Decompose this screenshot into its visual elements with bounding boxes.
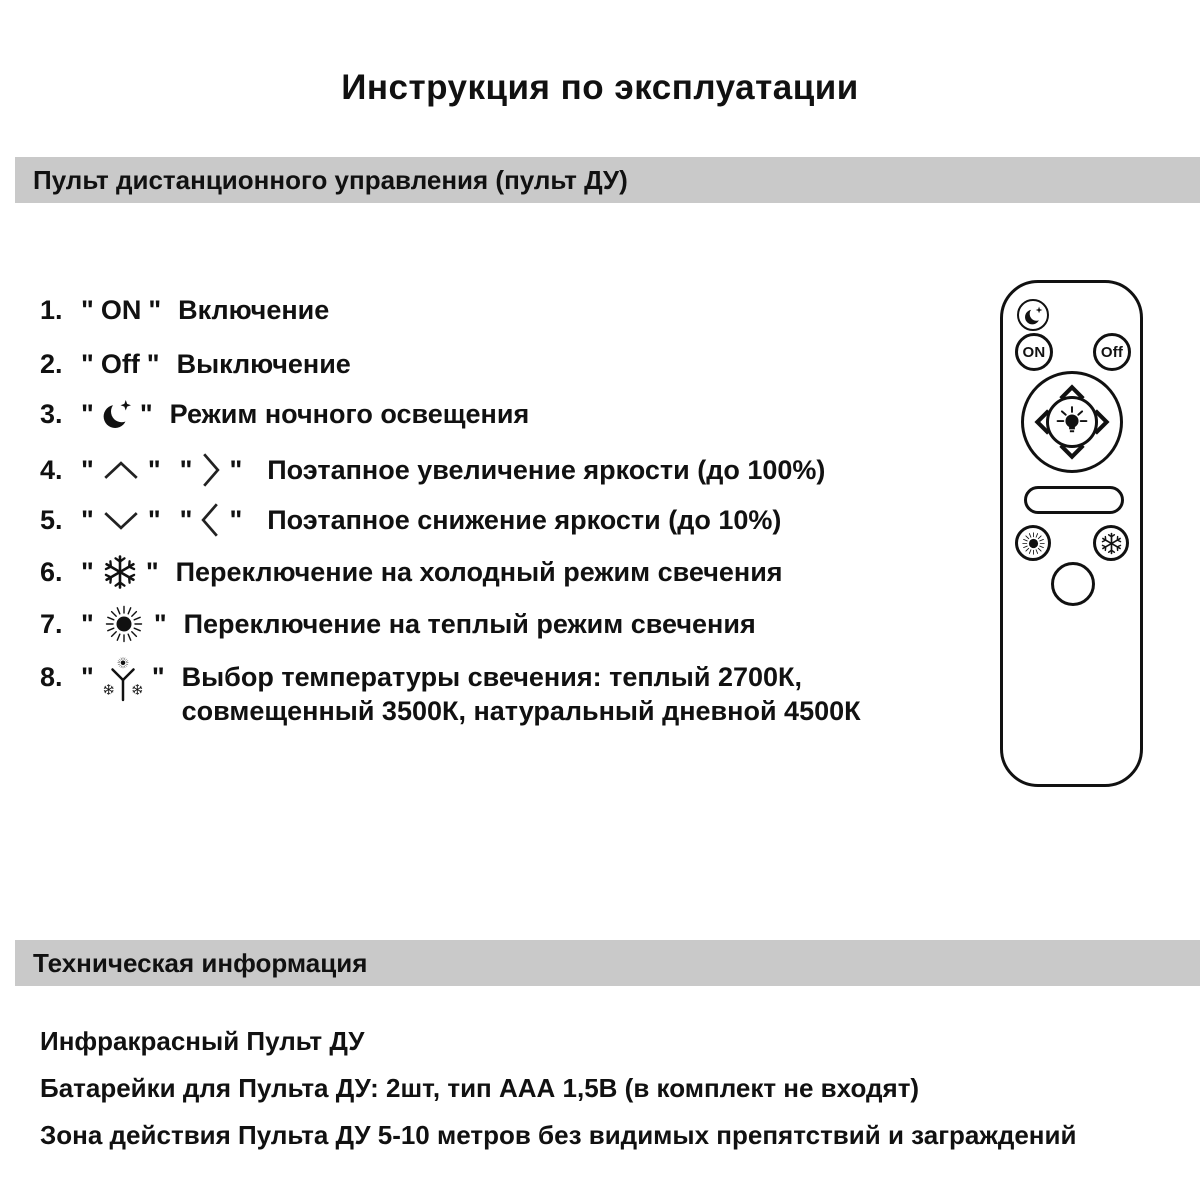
- remote-illustration: [1000, 280, 1143, 787]
- item-desc-block: [182, 660, 861, 728]
- quote-mark: ": [179, 454, 193, 485]
- chevron-right-icon: [200, 451, 221, 489]
- list-item-night-mode: [40, 394, 529, 434]
- section-header-tech: [15, 940, 1200, 986]
- item-desc: Переключение на холодный режим свечения: [175, 556, 783, 587]
- warm-mode-button: [1015, 525, 1051, 561]
- item-desc: Включение: [178, 294, 330, 325]
- item-number: 8.: [40, 662, 63, 692]
- snowflake-icon: [1100, 532, 1123, 555]
- item-number: 1.: [40, 294, 63, 325]
- item-desc: Режим ночного освещения: [169, 398, 530, 429]
- snowflake-icon: [102, 554, 138, 590]
- item-number: 2.: [40, 348, 63, 379]
- quote-mark: ": [81, 504, 94, 535]
- item-number: 7.: [40, 608, 63, 639]
- dpad-icons: [1021, 371, 1123, 473]
- quote-mark: ": [145, 556, 159, 587]
- section-header-remote-label: Пульт дистанционного управления (пульт ДУ): [33, 164, 628, 195]
- quote-mark: ": [153, 608, 167, 639]
- dpad-down-icon: [1061, 445, 1083, 456]
- temperature-select-icon: [102, 656, 144, 702]
- item-desc: Поэтапное снижение яркости (до 10%): [267, 504, 782, 535]
- list-item-brightness-up: [40, 450, 825, 490]
- tech-info-line: Инфракрасный Пульт ДУ: [40, 1026, 365, 1056]
- list-item-brightness-down: [40, 500, 781, 540]
- quote-mark: ": [81, 348, 94, 379]
- tech-info-line: Батарейки для Пульта ДУ: 2шт, тип ААА 1,5В (в комплект не входят): [40, 1073, 920, 1103]
- chevron-left-icon: [200, 501, 221, 539]
- list-item-temperature-select: [40, 660, 861, 728]
- quote-mark: ": [81, 454, 94, 485]
- section-header-tech-label: Техническая информация: [33, 947, 368, 978]
- round-button: [1051, 562, 1095, 606]
- item-label: ON: [100, 294, 142, 325]
- section-header-remote: [15, 157, 1200, 203]
- item-desc: Выбор температуры свечения: теплый 2700К,: [181, 662, 802, 692]
- quote-mark: ": [81, 608, 94, 639]
- item-number: 4.: [40, 454, 63, 485]
- quote-mark: ": [81, 398, 94, 429]
- item-number: 5.: [40, 504, 63, 535]
- quote-mark: ": [229, 504, 243, 535]
- item-desc: Поэтапное увеличение яркости (до 100%): [267, 454, 826, 485]
- moon-icon: [102, 397, 132, 431]
- on-button: [1015, 333, 1053, 371]
- quote-mark: ": [81, 294, 94, 325]
- quote-mark: ": [148, 294, 162, 325]
- quote-mark: ": [81, 662, 94, 692]
- quote-mark: ": [139, 398, 153, 429]
- item-desc: Выключение: [176, 348, 351, 379]
- item-number: 6.: [40, 556, 63, 587]
- item-desc-line2: совмещенный 3500К, натуральный дневной 4500К: [181, 696, 861, 726]
- item-number: 3.: [40, 398, 63, 429]
- quote-mark: ": [147, 504, 161, 535]
- wide-pill-button: [1024, 486, 1124, 514]
- dpad-up-icon: [1061, 387, 1083, 398]
- dpad-right-icon: [1095, 411, 1106, 433]
- quote-mark: ": [151, 662, 165, 692]
- list-item-on: [40, 292, 329, 328]
- off-button-label: Off: [1100, 343, 1124, 361]
- tech-info-line: Зона действия Пульта ДУ 5-10 метров без видимых препятствий и заграждений: [40, 1120, 1077, 1150]
- on-button-label: ON: [1022, 343, 1046, 361]
- page-title: Инструкция по эксплуатации: [341, 68, 859, 107]
- quote-mark: ": [81, 556, 94, 587]
- warm-sun-icon: [1020, 530, 1047, 557]
- night-mode-button: [1017, 299, 1049, 331]
- item-label: Off: [100, 348, 140, 379]
- bulb-icon: [1058, 407, 1087, 432]
- warm-sun-icon: [102, 602, 146, 646]
- quote-mark: ": [179, 504, 193, 535]
- item-desc: Переключение на теплый режим свечения: [183, 608, 756, 639]
- list-item-off: [40, 346, 351, 382]
- chevron-up-icon: [102, 460, 140, 481]
- dpad-left-icon: [1037, 411, 1048, 433]
- quote-mark: ": [147, 454, 161, 485]
- quote-mark: ": [229, 454, 243, 485]
- chevron-down-icon: [102, 510, 140, 531]
- off-button: [1093, 333, 1131, 371]
- moon-icon: [1024, 305, 1043, 326]
- list-item-warm-mode: [40, 602, 756, 646]
- cool-mode-button: [1093, 525, 1129, 561]
- list-item-cool-mode: [40, 552, 783, 592]
- quote-mark: ": [146, 348, 160, 379]
